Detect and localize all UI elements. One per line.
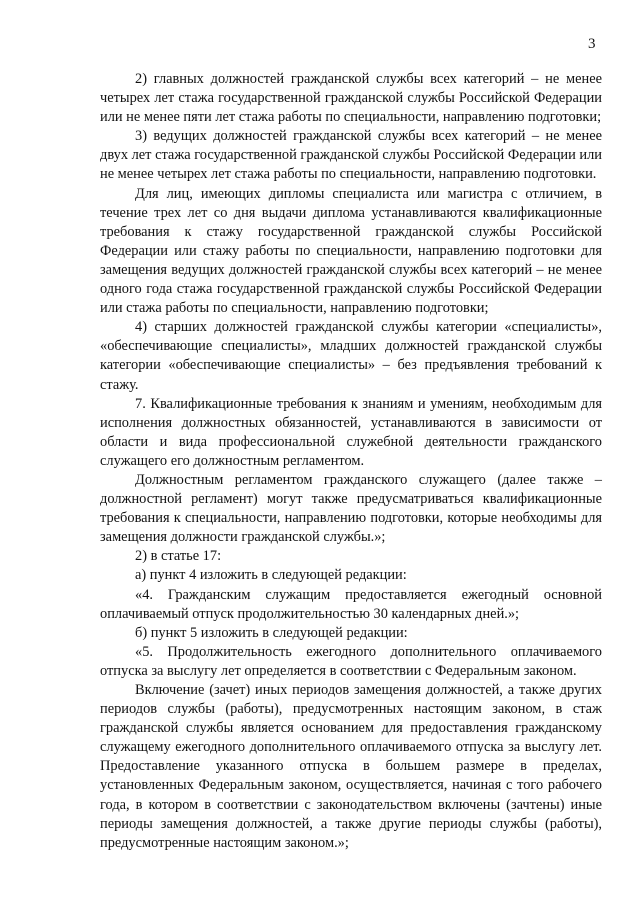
paragraph-job-regulation: Должностным регламентом гражданского служащего (далее также – должностной регламент) могут также предусматриваться квалификационные требования к специальности, направлению подготовки, которые необходимы для замещения должности гражданской службы.»; [100,471,602,546]
paragraph-subpoint-a: а) пункт 4 изложить в следующей редакции: [135,567,407,584]
paragraph-item-4-senior-positions: 4) старших должностей гражданской службы категории «специалисты», «обеспечивающие специалисты», младших должностей гражданской службы категории «обеспечивающие специалисты» – без предъявления требований к стажу. [100,319,602,393]
paragraph-honors-diploma: Для лиц, имеющих дипломы специалиста или магистра с отличием, в течение трех лет со дня выдачи диплома устанавливаются квалификационные требования к стажу государственной гражданской службы Российской Федерации или стажу работы по специальности, направлению подготовки для замещения ведущих должностей гражданской службы всех категорий – не менее одного года стажа государственной гражданской службы Российской Федерации или стажа работы по специальности, направлению подготовки; [100,185,602,317]
paragraph-item-2-main-positions: 2) главных должностей гражданской службы всех категорий – не менее четырех лет стажа государственной гражданской службы Российской Федерации или не менее пяти лет стажа работы по специальности, направлению подготовки; [100,71,602,126]
paragraph-point-5-quote: «5. Продолжительность ежегодного дополнительного оплачиваемого отпуска за выслугу лет определяется в соответствии с Федеральным законом. [100,643,602,679]
paragraph-inclusion-of-periods: Включение (зачет) иных периодов замещения должностей, а также других периодов службы (работы), предусмотренных настоящим законом, в стаж гражданской службы является основанием для предоставления гражданскому служащему ежегодного дополнительного оплачиваемого отпуска за выслугу лет. Предоставление указанного отпуска в большем размере в пределах, установленных Федеральным законом, осуществляется, начиная с того рабочего года, в котором в соответствии с законодательством включены (зачтены) иные периоды замещения должностей, а также другие периоды службы (работы), предусмотренные настоящим законом.»; [100,682,602,851]
paragraph-point-4-quote: «4. Гражданским служащим предоставляется ежегодный основной оплачиваемый отпуск продолжительностью 30 календарных дней.»; [100,586,602,622]
paragraph-subpoint-b: б) пункт 5 изложить в следующей редакции: [135,624,408,641]
paragraph-item-3-leading-positions: 3) ведущих должностей гражданской службы всех категорий – не менее двух лет стажа государственной гражданской службы Российской Федерации или не менее четырех лет стажа работы по специальности, направлению подготовки. [100,128,602,183]
paragraph-article-17: 2) в статье 17: [135,548,222,565]
page-number: 3 [588,36,596,52]
document-body [100,70,602,853]
paragraph-point-7: 7. Квалификационные требования к знаниям и умениям, необходимым для исполнения должностных обязанностей, устанавливаются в зависимости от области и вида профессиональной служебной деятельности гражданского служащего его должностным регламентом. [100,395,602,469]
